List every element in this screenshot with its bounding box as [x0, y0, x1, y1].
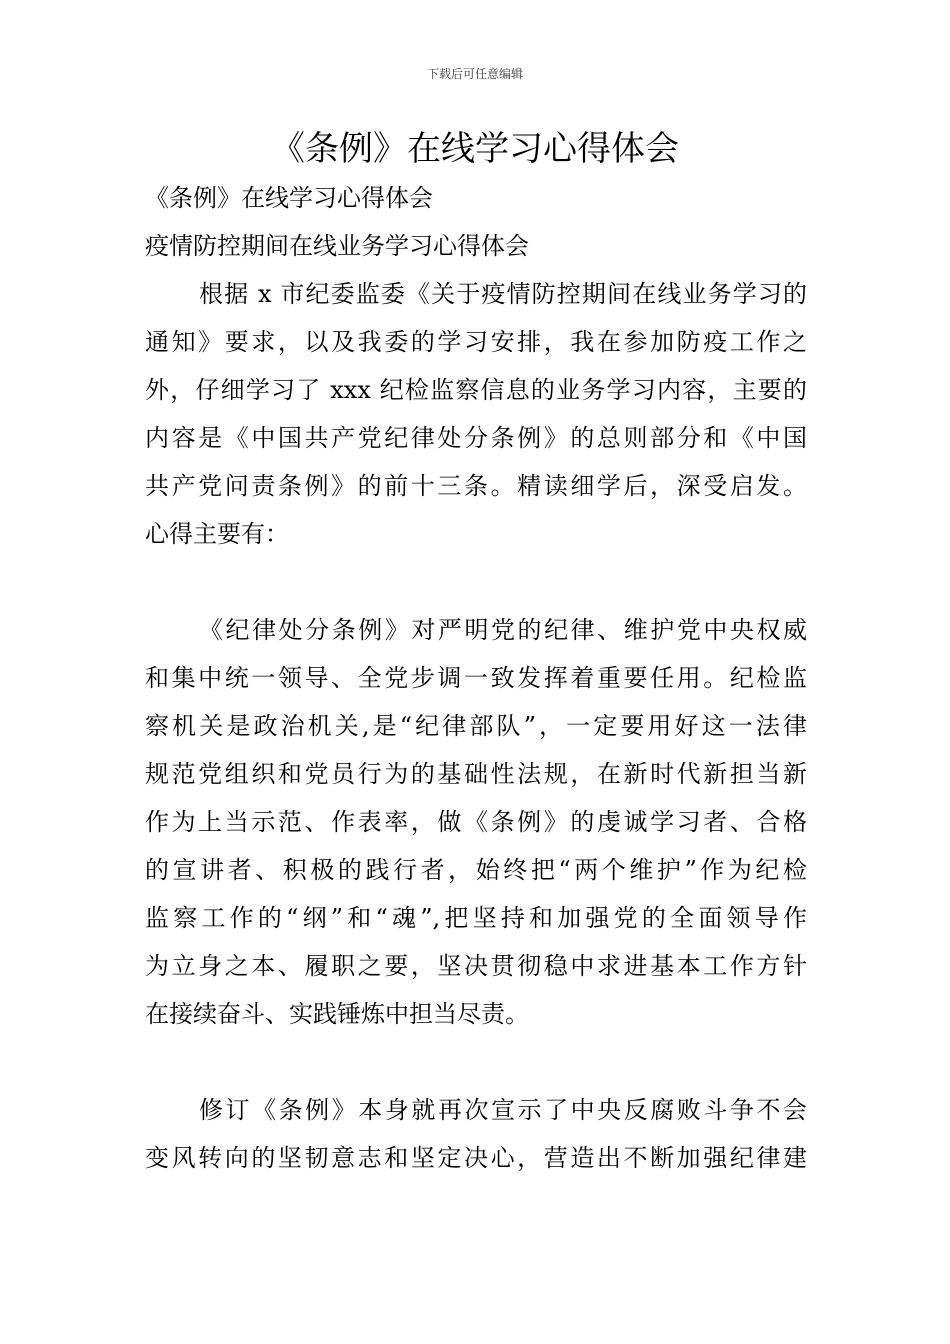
subtitle-line: 《条例》在线学习心得体会 [145, 184, 433, 212]
paragraph-line: 根据 x 市纪委监委《关于疫情防控期间在线业务学习的 [199, 280, 807, 308]
paragraph-line: 心得主要有： [145, 520, 289, 548]
paragraph-line: 共产党问责条例》的前十三条。精读细学后，深受启发。 [145, 472, 807, 500]
subtitle-line: 疫情防控期间在线业务学习心得体会 [145, 232, 529, 260]
paragraph-line: 作为上当示范、作表率，做《条例》的虔诚学习者、合格 [145, 808, 807, 836]
paragraph-line: 察机关是政治机关,是“纪律部队”，一定要用好这一法律 [145, 712, 807, 740]
document-title: 《条例》在线学习心得体会 [271, 129, 679, 169]
document-body [145, 174, 807, 1182]
paragraph-line: 变风转向的坚韧意志和坚定决心，营造出不断加强纪律建 [145, 1144, 807, 1172]
paragraph [145, 606, 807, 1038]
paragraph [145, 270, 807, 558]
paragraph-line: 为立身之本、履职之要，坚决贯彻稳中求进基本工作方针 [145, 952, 807, 980]
paragraph-line: 内容是《中国共产党纪律处分条例》的总则部分和《中国 [145, 424, 807, 452]
paragraph-line: 在接续奋斗、实践锤炼中担当尽责。 [145, 1000, 529, 1028]
paragraph-line: 通知》要求，以及我委的学习安排，我在参加防疫工作之 [145, 328, 807, 356]
paragraph-spacer [145, 558, 807, 606]
paragraph-line: 监察工作的“纲”和“魂”,把坚持和加强党的全面领导作 [145, 904, 807, 932]
paragraph-line: 的宣讲者、积极的践行者，始终把“两个维护”作为纪检 [145, 856, 807, 884]
paragraph-spacer [145, 1038, 807, 1086]
paragraph-line: 和集中统一领导、全党步调一致发挥着重要任用。纪检监 [145, 664, 807, 692]
paragraph-line: 修订《条例》本身就再次宣示了中央反腐败斗争不会 [199, 1096, 807, 1124]
header-note: 下载后可任意编辑 [426, 67, 523, 81]
paragraph-line: 外，仔细学习了 xxx 纪检监察信息的业务学习内容，主要的 [145, 376, 807, 404]
paragraph-line: 《纪律处分条例》对严明党的纪律、维护党中央权威 [199, 616, 807, 644]
paragraph [145, 1086, 807, 1182]
paragraph-line: 规范党组织和党员行为的基础性法规，在新时代新担当新 [145, 760, 807, 788]
